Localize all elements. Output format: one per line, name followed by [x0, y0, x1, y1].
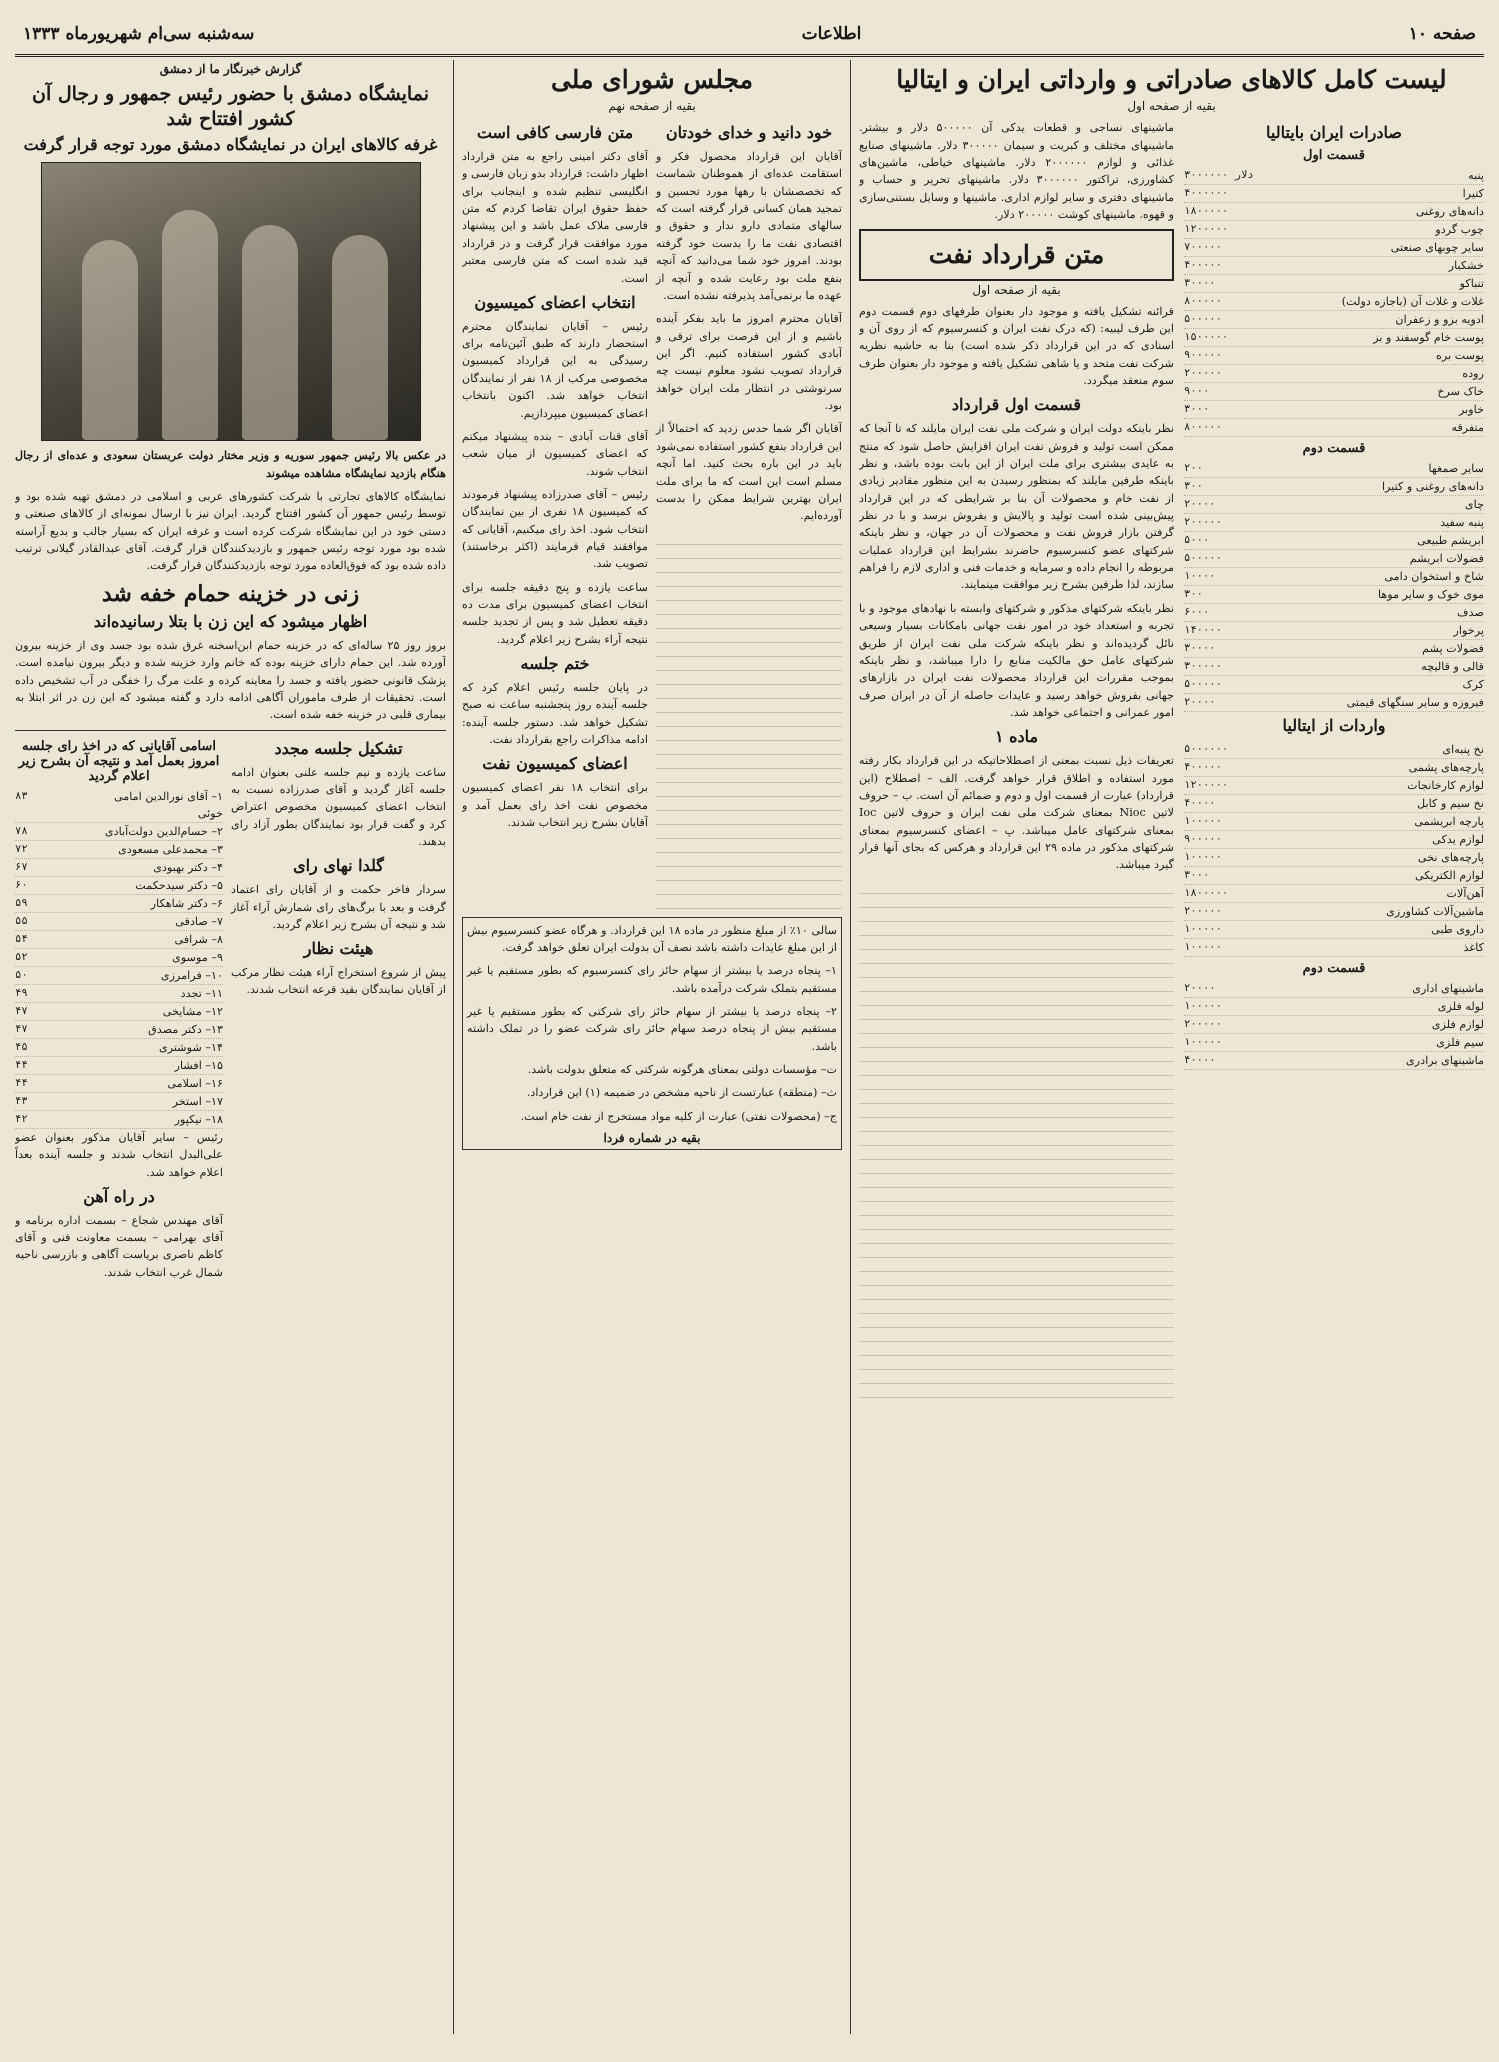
- export-row-value: ۷۰۰۰۰۰: [1184, 241, 1222, 254]
- photo-figure: [82, 240, 138, 440]
- article-p5: ث– (منطقه) عبارتست از ناحیه مشخص در ضمیمه (۱) این قرارداد.: [526, 1086, 837, 1100]
- export-row-value: ۴۰۰۰۰۰: [1184, 259, 1222, 272]
- export-row-label: کرک: [1462, 678, 1484, 692]
- exports-list-2: [1184, 460, 1484, 712]
- contract-section1: نظر باینکه دولت ایران و شرکت ملی نفت ایران مایلند که تا آنجا که ممکن است تولید و فروش نفت ایران افزایش حاصل شود که منتج به عایدی بیشتری برای ملت ایران از این بابت بوده باشد، و نظر باینکه طرفین مایلند که بمنظور رسیدن به این منظور مقادیر زیادی از نفت خام و محصولات آن بنا بر شرایطی که در این قرارداد پیش‌بینی شده است تولید و پالایش و بفروش برسد و با در نظر گرفتن بازار فروش نفت و محصولات آن در جهان، و نظر باینکه شرکتهای عضو کنسرسیوم حاضرند بشرایط این قرارداد عملیات مربوطه را انجام داده و سرمایه و خدمات فنی و اداری لازم را فراهم سازند، لذا طرفین بشرح زیر موافقت مینمایند.: [859, 422, 1174, 592]
- trade-list-continued: بقیه از صفحه اول: [1127, 99, 1216, 114]
- import-row-value: ۱۲۰۰۰۰۰: [1184, 778, 1229, 791]
- result-row-label: ۱۰– فرامرزی: [160, 968, 223, 982]
- contract-definitions: تعریفات ذیل نسبت بمعنی از اصطلاحاتیکه در این قرارداد بکار رفته مورد استفاده و اطلاق قرار خواهد گرفت. الف – اصطلاح (این قرارداد) عبارت از قسمت اول و دوم و ضمائم آن است. ب – حروف لاتین Nioc بمعنای شرکت ملی نفت ایران و حروف لاتین Ioc بمعنای شرکتهای عامل میباشد. پ – اعضای کنسرسیوم بمعنای شرکتهای مذکور در ماده ۲۹ این قرارداد و هرکس که بجای آنها قرار گیرد میباشد.: [859, 754, 1174, 872]
- import-row-label: ماشین‌آلات کشاورزی: [1386, 904, 1484, 918]
- parliament-sub1: خود دانید و خدای خودتان: [665, 123, 833, 143]
- result-row-label: ۹– موسوی: [172, 950, 223, 964]
- result-row: [15, 1093, 223, 1111]
- result-row-value: ۸۳: [15, 789, 28, 802]
- export-row-value: ۳۰۰: [1184, 588, 1203, 601]
- export-row: [1184, 514, 1484, 532]
- contract-article1-title: ماده ۱: [994, 727, 1039, 747]
- parliament-p6: آقای قنات آبادی – بنده پیشنهاد میکنم که اعضای کمیسیون از میان شعب انتخاب شوند.: [462, 429, 648, 478]
- export-row: [1184, 550, 1484, 568]
- import-row-label: لوله فلزی: [1437, 999, 1484, 1013]
- result-row-value: ۷۲: [15, 842, 28, 855]
- contract-continued-text: [859, 880, 1174, 1400]
- damascus-caption: در عکس بالا رئیس جمهور سوریه و وزیر مختار دولت عربستان سعودی و عده‌ای از رجال هنگام بازدید نمایشگاه مشاهده میشوند: [15, 448, 446, 480]
- import-row: [1184, 777, 1484, 795]
- machines-paragraph: ماشینهای نساجی و قطعات یدکی آن ۵۰۰۰۰۰ دلار و بیشتر. ماشینهای مختلف و کبریت و سیمان ۳۰۰۰۰۰ دلار. ماشینهای صنایع غذائی و لوازم ۲۰۰۰۰۰۰ دلار. ماشینهای خیاطی، ماشین‌های کشاورزی، تراکتور ۳۰۰۰۰۰۰ دلار. ماشینهای تحریر و حساب و ماشینهای دفتری و سایر لوازم اداری. ماشینها و وسایل بستنی‌سازی و قهوه. ماشینهای کوشت ۲۰۰۰۰۰ دلار.: [859, 121, 1175, 222]
- result-row-label: ۳– محمدعلی مسعودی: [118, 842, 223, 856]
- export-row-value: ۲۰۰۰۰: [1184, 696, 1216, 709]
- result-row-value: ۴۴: [15, 1058, 28, 1071]
- result-row-label: ۴– دکتر بهبودی: [153, 860, 223, 874]
- import-row-value: ۱۰۰۰۰۰: [1184, 940, 1222, 953]
- parliament-col-a-text: [656, 531, 842, 911]
- results-block: [15, 735, 223, 1287]
- result-row-label: ۲– حسام‌الدین دولت‌آبادی: [104, 824, 223, 838]
- export-row: [1184, 383, 1484, 401]
- export-row: [1184, 311, 1484, 329]
- import-row: [1184, 831, 1484, 849]
- result-row: [15, 1111, 223, 1129]
- import-row-label: کاغذ: [1463, 940, 1484, 954]
- bath-body: بروز روز ۲۵ ساله‌ای که در خزینه حمام ابن‌اسخنه غرق شده بود جسد وی از خزینه بیرون آورده شد. این حمام دارای خزینه بوده که خانم وارد خزینه شده و دیگر بیرون نیامده است. پزشک قانونی حضور یافته و جسد را معاینه کرده و علت مرگ را خفگی در آب تشخیص داده است. تحقیقات از طرف ماموران آگاهی ادامه دارد و گفته میشود که این زن در اثر ابتلا به بیماری قلبی در خزینه خفه شده است.: [15, 638, 446, 722]
- import-row-label: لوازم الکتریکی: [1414, 868, 1484, 882]
- parliament-column: [462, 60, 842, 1156]
- damascus-photo: [41, 162, 421, 441]
- export-row-value: ۵۰۰۰۰۰: [1184, 552, 1222, 565]
- exports-heading: صادرات ایران بایتالیا: [1266, 123, 1402, 143]
- result-row-value: ۵۵: [15, 914, 28, 927]
- damascus-subtitle: غرفه کالاهای ایران در نمایشگاه دمشق مورد توجه قرار گرفت: [23, 135, 438, 155]
- result-row: [15, 1057, 223, 1075]
- export-row: [1184, 257, 1484, 275]
- export-row: [1184, 329, 1484, 347]
- column-rule: [453, 60, 454, 2034]
- bath-subtitle: اظهار میشود که این زن با بتلا رسانیده‌اند: [93, 612, 368, 632]
- contract-continued: بقیه از صفحه اول: [972, 282, 1061, 297]
- export-row: [1184, 167, 1484, 185]
- import-row-value: ۴۰۰۰۰: [1184, 1053, 1216, 1066]
- result-row-value: ۴۲: [15, 1112, 28, 1125]
- import-row: [1184, 759, 1484, 777]
- export-row-label: متفرقه: [1451, 421, 1484, 435]
- import-row-value: ۴۰۰۰۰۰: [1184, 760, 1222, 773]
- export-row-label: خاک سرخ: [1437, 385, 1484, 399]
- railway-title: در راه آهن: [83, 1186, 155, 1206]
- result-row-label: ۱۷– استخر: [172, 1094, 223, 1108]
- export-row-label: صدف: [1457, 606, 1484, 620]
- export-row-value: ۳۰۰۰۰۰۰ دلار: [1184, 169, 1254, 182]
- parliament-p1: آقایان این قرارداد محصول فکر و استقامت عده‌ای از هموطنان شماست که تخصصشان با رهها مورد تحسین و تمجید همان کسانی قرار گرفته است که سالهای متمادی دارو ندار و حقوق و اقتصادی نفت ما را بدست خود گرفته بودند. امروز خود شما می‌دانید که آنچه بنفع ملت بود رعایت شده و آنچه از عهده ما برنمی‌آمد پذیرفته نشده است.: [656, 150, 842, 302]
- session-title: تشکیل جلسه مجدد: [274, 738, 403, 758]
- import-row-label: پارچه‌های پشمی: [1408, 760, 1484, 774]
- contract-title: متن قرارداد نفت: [928, 240, 1105, 270]
- export-row: [1184, 640, 1484, 658]
- export-row-label: فیروزه و سایر سنگهای قیمتی: [1346, 696, 1484, 710]
- result-row-value: ۴۹: [15, 986, 28, 999]
- import-row: [1184, 1052, 1484, 1070]
- export-row-value: ۱۰۰۰۰: [1184, 570, 1216, 583]
- result-row-label: ۱۵– افشار: [174, 1058, 223, 1072]
- import-row: [1184, 980, 1484, 998]
- article-p4: ت– مؤسسات دولتی بمعنای هرگونه شرکتی که متعلق بدولت باشد.: [527, 1063, 837, 1077]
- export-row: [1184, 532, 1484, 550]
- result-row-label: ۱۸– نیکپور: [174, 1112, 223, 1126]
- export-row-label: خشکبار: [1448, 259, 1484, 273]
- issue-date: سه‌شنبه سی‌ام شهریورماه ۱۳۳۳: [23, 24, 255, 44]
- export-row-label: کتیرا: [1462, 187, 1484, 201]
- export-row-value: ۶۰۰۰: [1184, 606, 1210, 619]
- export-row: [1184, 568, 1484, 586]
- damascus-title: نمایشگاه دمشق با حضور رئیس جمهور و رجال آن کشور افتتاح شد: [32, 83, 429, 130]
- export-row: [1184, 622, 1484, 640]
- export-row-value: ۱۸۰۰۰۰۰: [1184, 205, 1229, 218]
- masthead: [15, 14, 1484, 57]
- trade-list-title: لیست کامل کالاهای صادراتی و وارداتی ایران و ایتالیا: [896, 65, 1447, 94]
- import-row-value: ۲۰۰۰۰۰: [1184, 904, 1222, 917]
- export-row: [1184, 221, 1484, 239]
- parliament-p10: برای انتخاب ۱۸ نفر اعضای کمیسیون مخصوص نفت اخذ رای بعمل آمد و آقایان بشرح زیر انتخاب شدند.: [462, 781, 648, 829]
- trade-tables: [1184, 119, 1484, 1399]
- contract-block: [859, 119, 1174, 1399]
- import-row-label: نخ سیم و کابل: [1417, 796, 1484, 810]
- parliament-sub3: انتخاب اعضای کمیسیون: [474, 292, 636, 312]
- export-row-label: شاخ و استخوان دامی: [1384, 570, 1484, 584]
- continued-tomorrow: بقیه در شماره فردا: [603, 1131, 701, 1146]
- import-row-label: لوازم کارخانجات: [1407, 778, 1484, 792]
- session-body3: پیش از شروع استخراج آراء هیئت نظار مرکب از آقایان نمایندگان بقید قرعه انتخاب شدند.: [231, 966, 446, 997]
- import-row-value: ۱۰۰۰۰۰: [1184, 850, 1222, 863]
- news-column: [15, 60, 446, 1287]
- photo-figure: [162, 210, 218, 440]
- import-row-value: ۱۰۰۰۰۰: [1184, 999, 1222, 1012]
- session-body: ساعت یازده و نیم جلسه علنی بعنوان ادامه جلسه آغاز گردید و آقای صدرزاده نسبت به انتخاب اعضای کمیسیون مخصوص اعتراض کرد و گفت قرار بود نمایندگان بطور آزاد رای بدهند.: [231, 765, 446, 849]
- export-row-value: ۳۰۰۰۰۰: [1184, 660, 1222, 673]
- export-row-value: ۱۵۰۰۰۰۰: [1184, 331, 1229, 344]
- export-row: [1184, 478, 1484, 496]
- result-row: [15, 1075, 223, 1093]
- result-row-label: ۱۱– تجدد: [180, 986, 223, 1000]
- imports-heading: واردات از ایتالیا: [1282, 716, 1386, 736]
- result-row: [15, 877, 223, 895]
- parliament-col-a: [656, 119, 842, 910]
- export-row: [1184, 365, 1484, 383]
- article-p1: سالی ۱۰٪ از مبلغ منظور در ماده ۱۸ این قرارداد. و هرگاه عضو کنسرسیوم بیش از این مبلغ عایدات داشته باشد نصف آن بدولت ایران تعلق خواهد گرفت.: [467, 923, 837, 954]
- damascus-body: نمایشگاه کالاهای تجارتی با شرکت کشورهای عربی و اسلامی در دمشق تهیه شده بود و توسط رئیس جمهور آن کشور افتتاح گردید. ایران نیز با ارسال نمونه‌ای از کالاهای صنعتی و دستی خود در این نمایشگاه شرکت کرده است و غرفه ایران که بسیار جالب و بدیع آراسته شده بود مورد توجه رئیس جمهور و بازدیدکنندگان قرار گرفت. آقای عبدالقادر گیلانی ترتیب داده شده بود که فوق‌العاده مورد توجه بازدیدکنندگان قرار گرفت.: [15, 489, 446, 573]
- export-row-value: ۵۰۰۰: [1184, 534, 1210, 547]
- session-block: [231, 735, 446, 1287]
- export-row-value: ۳۰۰۰: [1184, 403, 1210, 416]
- import-row: [1184, 813, 1484, 831]
- export-row-label: روده: [1462, 367, 1484, 381]
- railway-body: آقای مهندس شجاع – بسمت اداره برنامه و آقای بهرامی – بسمت معاونت فنی و آقای کاظم ناصری بریاست آگاهی و بازرسی ناحیه شمال غرب انتخاب شدند.: [15, 1213, 223, 1279]
- export-row-value: ۳۰۰۰۰: [1184, 642, 1216, 655]
- export-row-value: ۲۰۰۰۰: [1184, 498, 1216, 511]
- imports-part2: قسمت دوم: [1302, 960, 1366, 976]
- export-row: [1184, 676, 1484, 694]
- export-row: [1184, 203, 1484, 221]
- import-row: [1184, 795, 1484, 813]
- export-row-label: موی خوک و سایر موها: [1377, 588, 1484, 602]
- export-row-label: خاوبر: [1458, 403, 1484, 417]
- export-row: [1184, 604, 1484, 622]
- result-row-value: ۴۴: [15, 1076, 28, 1089]
- import-row-label: داروی طبی: [1431, 922, 1484, 936]
- result-row-label: ۱۲– مشایخی: [162, 1004, 223, 1018]
- parliament-title: مجلس شورای ملی: [550, 65, 754, 94]
- import-row-label: لوازم فلزی: [1431, 1017, 1484, 1031]
- export-row-value: ۲۰۰۰۰۰: [1184, 516, 1222, 529]
- result-row: [15, 913, 223, 931]
- result-row: [15, 841, 223, 859]
- parliament-continued: بقیه از صفحه نهم: [608, 99, 696, 114]
- import-row-value: ۲۰۰۰۰۰: [1184, 1017, 1222, 1030]
- export-row: [1184, 293, 1484, 311]
- export-row-label: ابریشم طبیعی: [1417, 534, 1484, 548]
- contract-title-frame: [859, 229, 1174, 280]
- export-row: [1184, 460, 1484, 478]
- export-row-label: پوست خام گوسفند و بز: [1373, 331, 1484, 345]
- export-row-value: ۳۰۰: [1184, 480, 1203, 493]
- import-row-label: پارچه‌های نخی: [1417, 850, 1484, 864]
- result-row: [15, 931, 223, 949]
- import-row-value: ۱۸۰۰۰۰۰: [1184, 886, 1229, 899]
- session-body2: سردار فاخر حکمت و از آقایان رای اعتماد گرفت و بعد با برگ‌های رای شمارش آراء آغاز شد و نتیجه آن بشرح زیر اعلام گردید.: [231, 883, 446, 931]
- export-row-value: ۹۰۰۰۰۰: [1184, 349, 1222, 362]
- result-row-label: ۱۴– شوشتری: [158, 1040, 223, 1054]
- export-row-label: سایر صمغها: [1428, 462, 1484, 476]
- contract-section1-title: قسمت اول قرارداد: [951, 395, 1082, 415]
- export-row-label: چای: [1464, 498, 1484, 512]
- import-row: [1184, 867, 1484, 885]
- import-row-label: نخ پنبه‌ای: [1442, 742, 1484, 756]
- result-row-label: ۸– شرافی: [174, 932, 223, 946]
- result-row-value: ۴۵: [15, 1040, 28, 1053]
- import-row-value: ۲۰۰۰۰: [1184, 981, 1216, 994]
- results-note: رئیس – سایر آقایان مذکور بعنوان عضو علی‌البدل انتخاب شدند و جلسه آینده بعداً اعلام خواهد شد.: [15, 1130, 223, 1179]
- parliament-sub4: ختم جلسه: [520, 654, 590, 674]
- export-row-label: پنبه سفید: [1440, 516, 1484, 530]
- import-row: [1184, 849, 1484, 867]
- contract-intro: قرائنه تشکیل یافته و موجود دار بعنوان طرفهای دوم قسمت دوم این طرف لیبیه: (که درک نفت ایران و کنسرسیوم که از روی آن و اسنادی که در این قرارداد ذکر شده است) بنا به حاشیه نظریه شرکت نفت متحد و یا شاهی تشکیل یافته و موجود دار بعنوان طرف سوم منعقد میگردد.: [859, 304, 1174, 388]
- bath-title: زنی در خزینه حمام خفه شد: [101, 580, 360, 607]
- result-row-value: ۵۰: [15, 968, 28, 981]
- export-row: [1184, 185, 1484, 203]
- import-row-label: ماشینهای اداری: [1412, 981, 1484, 995]
- page-number: صفحه ۱۰: [1408, 24, 1476, 44]
- parliament-p2: آقایان محترم امروز ما باید بفکر آینده باشیم و از این فرصت برای ترقی و آبادی کشور استفاده کنیم. اگر این قرارداد تصویب نشود معلوم نیست چه سرنوشتی در انتظار ملت ایران خواهد بود.: [656, 312, 842, 413]
- trade-contract-column: [859, 60, 1484, 1400]
- result-row-label: ۱۶– اسلامی: [167, 1076, 223, 1090]
- export-row-label: دانه‌های روغنی: [1415, 205, 1484, 219]
- result-row-label: ۷– صادقی: [175, 914, 223, 928]
- result-row-label: ۱– آقای نورالدین امامی خوئی: [113, 789, 223, 820]
- newspaper-page: [15, 14, 1484, 2034]
- export-row-value: ۹۰۰۰: [1184, 385, 1210, 398]
- parliament-p7: رئیس – آقای صدرزاده پیشنهاد فرمودند که کمیسیون ۱۸ نفری از بین نمایندگان انتخاب شود. اخذ رای میکنیم، آقایانی که موافقند قیام فرمایند (اکثر برخاستند) تصویب شد.: [462, 487, 648, 571]
- export-row: [1184, 496, 1484, 514]
- import-row-value: ۳۰۰۰: [1184, 868, 1210, 881]
- import-row: [1184, 998, 1484, 1016]
- export-row-value: ۲۰۰: [1184, 462, 1203, 475]
- import-row: [1184, 885, 1484, 903]
- parliament-p5: رئیس – آقایان نمایندگان محترم استحضار دارند که طبق آئین‌نامه برای رسیدگی به این قرارداد کمیسیون مخصوصی مرکب از ۱۸ نفر از نمایندگان انتخاب خواهد شد. اکنون بانتخاب اعضای کمیسیون میپردازیم.: [462, 319, 648, 420]
- import-row: [1184, 939, 1484, 957]
- result-row: [15, 949, 223, 967]
- import-row-label: آهن‌آلات: [1446, 886, 1484, 900]
- result-row-value: ۵۲: [15, 950, 28, 963]
- import-row: [1184, 903, 1484, 921]
- imports-list-2: [1184, 980, 1484, 1070]
- export-row: [1184, 586, 1484, 604]
- result-row: [15, 967, 223, 985]
- result-row-value: ۴۷: [15, 1004, 28, 1017]
- photo-figure: [332, 235, 388, 440]
- export-row: [1184, 401, 1484, 419]
- parliament-p4: آقایان اگر شما حدس زدید که احتمالاً از این قرارداد بنفع کشور استفاده نمی‌شود باید در این باره بحث کنید. اما آنچه مسلم است این است که ما برای ملت ایران بهترین شرایط ممکن را بدست آورده‌ایم.: [656, 422, 842, 523]
- session-sub: گلدا نهای رای: [293, 856, 384, 876]
- result-row-value: ۵۴: [15, 932, 28, 945]
- export-row-label: پنبه: [1468, 169, 1484, 183]
- parliament-sub2: متن فارسی کافی است: [476, 123, 634, 143]
- parliament-p8: ساعت یازده و پنج دقیقه جلسه برای انتخاب اعضای کمیسیون برای مدت ده دقیقه تعطیل شد و پس از تجدید جلسه نتیجه آراء بشرح زیر اعلام گردید.: [462, 580, 648, 646]
- parliament-sub5: اعضای کمیسیون نفت: [482, 754, 628, 774]
- export-row: [1184, 694, 1484, 712]
- article-p2: ۱– پنجاه درصد یا بیشتر از سهام حائز رای کنسرسیوم که بطور مستقیم یا غیر مستقیم بتملک شرکت درآمده باشد.: [467, 964, 837, 995]
- column-rule: [850, 60, 851, 2034]
- exports-list: [1184, 167, 1484, 437]
- session-sub2: هیئت نظار: [303, 939, 374, 959]
- import-row-value: ۹۰۰۰۰۰: [1184, 832, 1222, 845]
- export-row-label: تنباکو: [1459, 277, 1484, 291]
- export-row-label: قالی و قالیچه: [1421, 660, 1484, 674]
- exports-part1: قسمت اول: [1303, 148, 1365, 164]
- import-row: [1184, 921, 1484, 939]
- consortium-article-box: [462, 917, 842, 1151]
- result-row-label: ۱۳– دکتر مصدق: [148, 1022, 223, 1036]
- export-row-value: ۵۰۰۰۰۰: [1184, 313, 1222, 326]
- export-row-value: ۱۴۰۰۰۰: [1184, 624, 1222, 637]
- result-row-value: ۴۷: [15, 1022, 28, 1035]
- export-row-label: فضولات ابریشم: [1409, 552, 1484, 566]
- result-row: [15, 1039, 223, 1057]
- import-row-value: ۵۰۰۰۰۰۰: [1184, 742, 1229, 755]
- result-row: [15, 985, 223, 1003]
- imports-list: [1184, 741, 1484, 957]
- result-row: [15, 788, 223, 823]
- export-row-value: ۸۰۰۰۰۰: [1184, 421, 1222, 434]
- article-p3: ۲– پنجاه درصد یا بیشتر از سهام حائز رای شرکتی که بطور مستقیم یا غیر مستقیم بیش از پنجاه درصد سهام حائز رای شرکت عضو را در تملک داشته باشد.: [467, 1005, 837, 1053]
- export-row: [1184, 419, 1484, 437]
- export-row-label: چوب گردو: [1435, 223, 1484, 237]
- import-row-label: ماشینهای برادری: [1406, 1053, 1484, 1067]
- export-row-value: ۳۰۰۰۰: [1184, 277, 1216, 290]
- parliament-col-b: [462, 119, 648, 910]
- import-row-label: لوازم یدکی: [1432, 832, 1484, 846]
- contract-section2: نظر باینکه شرکتهای مذکور و شرکتهای وابسته با نهادهای موجود و با تجربه و استعداد خود در امور نفت جهانی بامکانات بسیار وسیعی نائل گردیده‌اند و نظر باینکه شرکت ملی نفت ایران از طریق شرکتهای عامل حق مالکیت منابع را دارا میباشد، و نظر باینکه بموجب مقررات این قرارداد محصولات نفت ایران در بازارهای جهانی بفروش خواهد رسید و عایدات حاصله از آن در ایران صرف امور عمرانی و اجتماعی خواهد شد.: [859, 601, 1174, 719]
- export-row-value: ۲۰۰۰۰۰: [1184, 367, 1222, 380]
- result-row-label: ۶– دکتر شاهکار: [150, 896, 223, 910]
- import-row-value: ۴۰۰۰۰: [1184, 796, 1216, 809]
- parliament-p9: در پایان جلسه رئیس اعلام کرد که جلسه آینده روز پنجشنبه ساعت نه صبح تشکیل خواهد شد. دستور جلسه آینده: ادامه مذاکرات راجع بقرارداد نفت.: [462, 680, 648, 747]
- results-title: اسامی آقایانی که در اخذ رای جلسه امروز بعمل آمد و نتیجه آن بشرح زیر اعلام گردید: [18, 738, 220, 784]
- import-row-value: ۱۰۰۰۰۰: [1184, 922, 1222, 935]
- result-row-value: ۶۰: [15, 878, 28, 891]
- export-row: [1184, 658, 1484, 676]
- result-row: [15, 859, 223, 877]
- export-row-value: ۴۰۰۰۰۰۰: [1184, 187, 1229, 200]
- export-row: [1184, 275, 1484, 293]
- export-row-label: پرخوار: [1453, 624, 1484, 638]
- export-row: [1184, 239, 1484, 257]
- parliament-p3: آقای دکتر امینی راجع به متن قرارداد اظهار داشت: قرارداد بدو زبان فارسی و انگلیسی تنظیم شده و اینجانب برای حفظ حقوق ایران تقاضا کردم که متن فارسی ملاک عمل باشد و این پیشنهاد مورد موافقت قرار گرفت و در قرارداد قید شده است که متن فارسی معتبر است.: [462, 150, 648, 285]
- import-row-label: سیم فلزی: [1436, 1035, 1484, 1049]
- import-row-value: ۱۰۰۰۰۰: [1184, 1035, 1222, 1048]
- export-row-label: ادویه بزو و زعفران: [1395, 313, 1484, 327]
- results-list: [15, 788, 223, 1129]
- result-row-value: ۶۷: [15, 860, 28, 873]
- export-row: [1184, 347, 1484, 365]
- export-row-label: فضولات پشم: [1422, 642, 1484, 656]
- export-row-value: ۸۰۰۰۰۰: [1184, 295, 1222, 308]
- export-row-label: پوست بره: [1436, 349, 1484, 363]
- import-row-value: ۱۰۰۰۰۰: [1184, 814, 1222, 827]
- photo-figure: [242, 225, 298, 440]
- exports-part2: قسمت دوم: [1302, 441, 1366, 457]
- article-p6: ج– (محصولات نفتی) عبارت از کلیه مواد مستخرج از نفت خام است.: [520, 1109, 837, 1123]
- result-row: [15, 823, 223, 841]
- export-row-label: غلات و غلات آن (باجازه دولت): [1341, 295, 1484, 309]
- damascus-kicker: گزارش خبرنگار ما از دمشق: [159, 62, 302, 76]
- export-row-value: ۱۲۰۰۰۰۰: [1184, 223, 1229, 236]
- import-row-label: پارچه ابریشمی: [1414, 814, 1484, 828]
- result-row-value: ۴۳: [15, 1094, 28, 1107]
- export-row-label: سایر چوبهای صنعتی: [1390, 241, 1484, 255]
- result-row: [15, 895, 223, 913]
- result-row-value: ۷۸: [15, 824, 28, 837]
- import-row: [1184, 741, 1484, 759]
- result-row: [15, 1003, 223, 1021]
- paper-name: اطلاعات: [801, 24, 862, 44]
- result-row: [15, 1021, 223, 1039]
- export-row-value: ۵۰۰۰۰۰: [1184, 678, 1222, 691]
- export-row-label: دانه‌های روغنی و کتیرا: [1381, 480, 1484, 494]
- result-row-value: ۵۹: [15, 896, 28, 909]
- result-row-label: ۵– دکتر سیدحکمت: [135, 878, 223, 892]
- import-row: [1184, 1034, 1484, 1052]
- import-row: [1184, 1016, 1484, 1034]
